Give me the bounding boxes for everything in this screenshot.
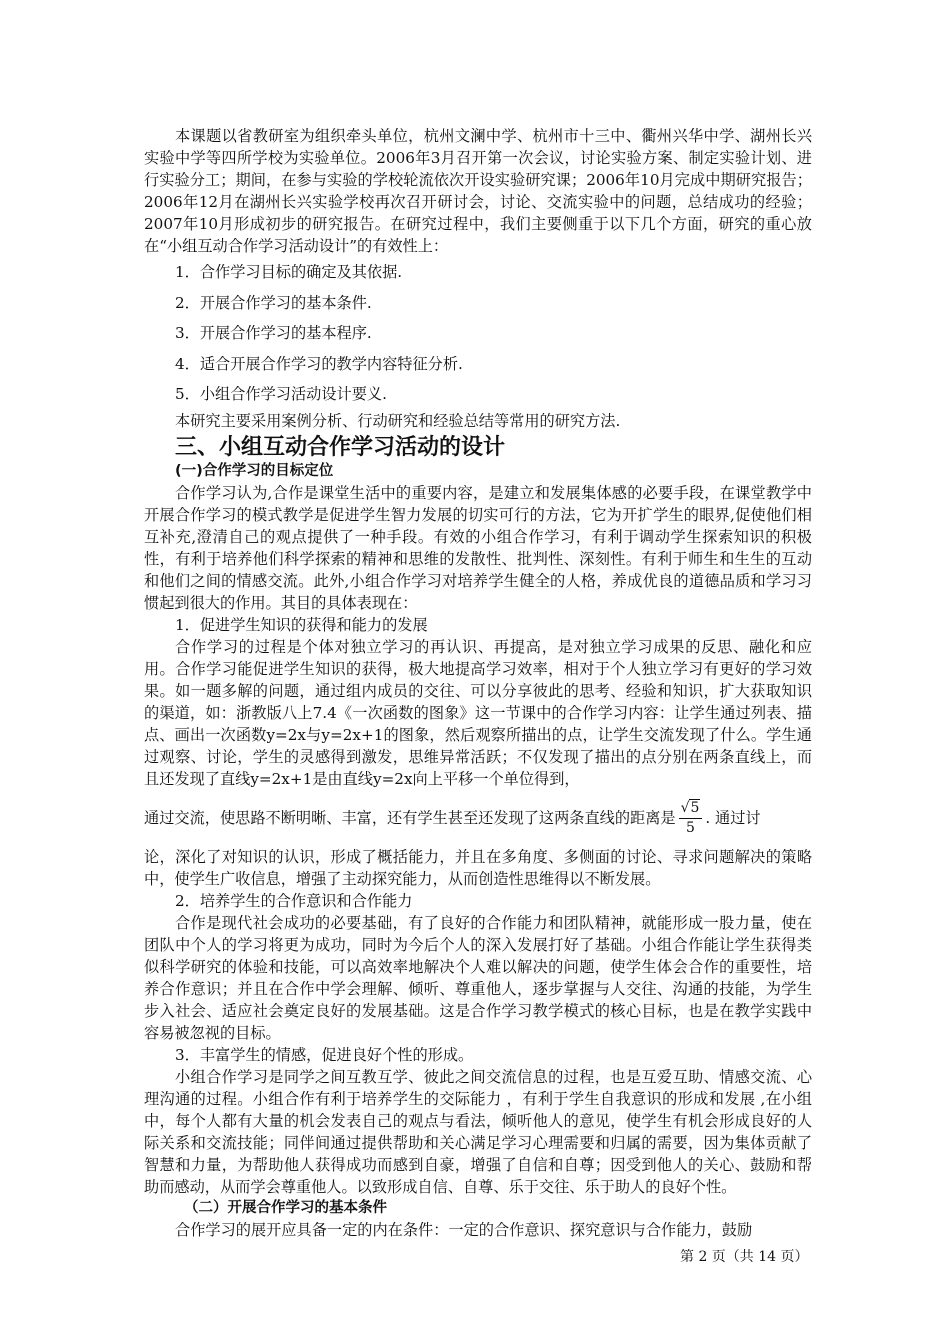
sqrt-symbol: √5 [680,800,700,816]
subsection-heading-2: （二）开展合作学习的基本条件 [184,1199,387,1216]
point-3-title: 3．丰富学生的情感，促进良好个性的形成。 [175,1045,474,1064]
research-item-5: 5．小组合作学习活动设计要义. [175,385,387,403]
conditions-paragraph: 合作学习的展开应具备一定的内在条件：一定的合作意识、探究意识与合作能力，鼓励 [175,1220,753,1239]
fraction-denominator: 5 [686,820,695,836]
research-item-3: 3．开展合作学习的基本程序. [175,324,372,342]
sqrt-radicand: 5 [690,800,700,816]
page-footer: 第 2 页（共 14 页） [680,1249,809,1265]
math-line-suffix: . 通过讨 [705,808,761,827]
math-line-prefix: 通过交流，使思路不断明晰、丰富，还有学生甚至还发现了这两条直线的距离是 [144,808,676,827]
point-1-paragraph: 合作学习的过程是个体对独立学习的再认识、再提高，是对独立学习成果的反思、融化和应用。合作学习能促进学生知识的获得，极大地提高学习效率，相对于个人独立学习有更好的学习效果。如一题多解的问题，通过组内成员的交往、可以分享彼此的思考、经验和知识，扩大获取知识的渠道，如：浙教版八上7.4《一次函数的图象》这一节课中的合作学习内容：让学生通过列表、描点、画出一次函数y=2x与y=2x+1的图象，然后观察所描出的点，让学生交流发现了什么。学生通过观察、讨论，学生的灵感得到激发，思维异常活跃；不仅发现了描出的点分别在两条直线上，而且还发现了直线y=2x+1是由直线y=2x向上平移一个单位得到， [144,637,812,788]
research-item-4: 4．适合开展合作学习的教学内容特征分析. [175,354,463,373]
math-line [144,790,812,846]
point-3-paragraph: 小组合作学习是同学之间互教互学、彼此之间交流信息的过程，也是互爱互助、情感交流、心理沟通的过程。小组合作有利于培养学生的交际能力 ，有利于学生自我意识的形成和发展 ,在小组中，每个人都有大量的机会发表自己的观点与看法，倾听他人的意见，使学生有机会形成良好的人际关系和交流技能；同伴间通过提供帮助和关心满足学习心理需要和归属的需要，因为集体贡献了智慧和力量，为帮助他人获得成功而感到自豪，增强了自信和自尊；因受到他人的关心、鼓励和帮助而感动，从而学会尊重他人。以致形成自信、自尊、乐于交往、乐于助人的良好个性。 [144,1067,812,1196]
methods-paragraph: 本研究主要采用案例分析、行动研究和经验总结等常用的研究方法. [175,411,621,430]
goal-paragraph: 合作学习认为,合作是课堂生活中的重要内容，是建立和发展集体感的必要手段，在课堂教学中开展合作学习的模式教学是促进学生智力发展的切实可行的方法，它为开扩学生的眼界,促使他们相互补充,澄清自己的观点提供了一种手段。有效的小组合作学习，有利于调动学生探索知识的积极性，有利于培养他们科学探索的精神和思维的发散性、批判性、深刻性。有利于师生和生生的互动和他们之间的情感交流。此外,小组合作学习对培养学生健全的人格，养成优良的道德品质和学习习惯起到很大的作用。其目的具体表现在： [144,483,812,612]
research-item-2: 2．开展合作学习的基本条件. [175,293,372,312]
point-1-title: 1．促进学生知识的获得和能力的发展 [175,615,428,634]
intro-paragraph: 本课题以省教研室为组织牵头单位，杭州文澜中学、杭州市十三中、衢州兴华中学、湖州长兴实验中学等四所学校为实验单位。2006年3月召开第一次会议，讨论实验方案、制定实验计划、进行实验分工；期间，在参与实验的学校轮流依次开设实验研究课；2006年10月完成中期研究报告；2006年12月在湖州长兴实验学校再次召开研讨会，讨论、交流实验中的问题，总结成功的经验；2007年10月形成初步的研究报告。在研究过程中，我们主要侧重于以下几个方面，研究的重心放在“小组互动合作学习活动设计”的有效性上： [144,127,812,255]
page-content [144,125,812,1241]
subsection-heading-1: (一)合作学习的目标定位 [175,462,334,479]
point-2-title: 2．培养学生的合作意识和合作能力 [175,891,413,910]
fraction [679,799,703,838]
point-1-continued: 论，深化了对知识的认识，形成了概括能力，并且在多角度、多侧面的讨论、寻求问题解决的策略中，使学生广收信息，增强了主动探究能力，从而创造性思维得以不断发展。 [144,847,812,888]
section-title: 三、小组互动合作学习活动的设计 [175,434,506,460]
research-item-1: 1．合作学习目标的确定及其依据. [175,263,403,281]
point-2-paragraph: 合作是现代社会成功的必要基础，有了良好的合作能力和团队精神，就能形成一股力量，使在团队中个人的学习将更为成功，同时为今后个人的深入发展打好了基础。小组合作能让学生获得类似科学研究的体验和技能，可以高效率地解决个人难以解决的问题，使学生体会合作的重要性，培养合作意识；并且在合作中学会理解、倾听、尊重他人，逐步掌握与人交往、沟通的技能，为学生步入社会、适应社会奠定良好的发展基础。这是合作学习教学模式的核心目标，也是在教学实践中容易被忽视的目标。 [144,913,812,1042]
fraction-numerator [679,799,703,819]
